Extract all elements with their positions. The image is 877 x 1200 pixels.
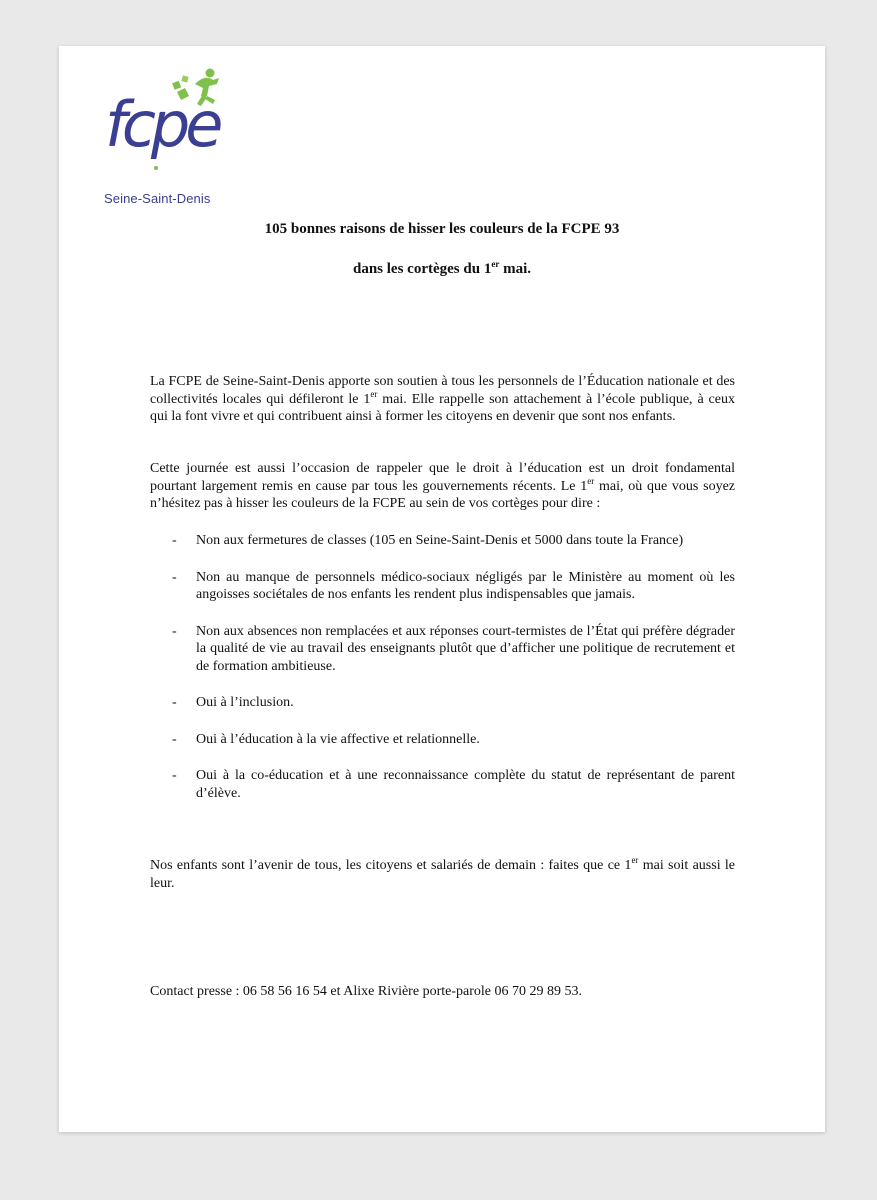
list-item-text: Oui à l’éducation à la vie affective et relationnelle. [196,731,480,747]
closing-text-before: Nos enfants sont l’avenir de tous, les citoyens et salariés de demain : faites que ce 1 [150,858,632,873]
document-title-line1: 105 bonnes raisons de hisser les couleurs de la FCPE 93 [264,221,620,237]
demands-list [150,532,735,802]
bullet-dash: - [172,569,177,585]
fcpe-logo [103,64,233,206]
context-paragraph [150,460,735,513]
list-item-text: Non aux fermetures de classes (105 en Seine-Saint-Denis et 5000 dans toute la France) [196,533,684,548]
list-item [150,694,735,712]
list-item-text: Oui à l’inclusion. [196,695,294,710]
list-item [150,532,735,550]
context-superscript: er [587,475,595,486]
context-text-after: mai, où que vous soyez n’hésitez pas à hisser les couleurs de la FCPE au sein de vos cortèges pour dire : [150,478,735,511]
intro-paragraph [150,373,735,426]
bullet-dash: - [172,623,177,639]
document-page [59,46,825,1132]
document-title-line2 [59,259,825,279]
fcpe-logo-graphic [103,64,233,194]
list-item-text: Oui à la co-éducation et à une reconnaissance complète du statut de représentant de parent d’élève. [196,768,735,801]
intro-superscript: er [370,388,378,399]
list-item [150,623,735,676]
title-line2-superscript: er [491,259,500,269]
title-line2-text: dans les cortèges du 1 [352,261,492,277]
closing-superscript: er [631,855,639,865]
list-item-text: Non aux absences non remplacées et aux réponses court-termistes de l’État qui préfère dégrader la qualité de vie au travail des enseignants plutôt que d’afficher une politique de recrutement et de formation ambitieuse. [196,623,735,674]
list-item [150,731,735,749]
press-contact: Contact presse : 06 58 56 16 54 et Alixe Rivière porte-parole 06 70 29 89 53. [150,984,582,999]
closing-text-after: mai soit aussi le leur. [150,858,736,891]
fcpe-wordmark: fcpe [105,88,219,161]
bullet-dash: - [172,731,177,747]
intro-text-before: La FCPE de Seine-Saint-Denis apporte son soutien à tous les personnels de l’Éducation nationale et des collectivités locales qui défileront le 1 [150,374,735,407]
bullet-dash: - [172,695,177,710]
list-item [150,767,735,802]
list-item [150,569,735,604]
bullet-dash: - [172,533,177,548]
logo-caption: Seine-Saint-Denis [104,191,211,206]
closing-paragraph [150,857,735,892]
title-line2-end: mai. [499,261,531,277]
list-item-text: Non au manque de personnels médico-sociaux négligés par le Ministère au moment où les angoisses sociétales de nos enfants les rendent plus indispensables que jamais. [196,569,735,602]
bullet-dash: - [172,768,177,783]
intro-text-after: mai. Elle rappelle son attachement à l’école publique, à ceux qui la font vivre et qui contribuent ainsi à former les citoyens en devenir que sont nos enfants. [150,391,735,424]
context-text-before: Cette journée est aussi l’occasion de rappeler que le droit à l’éducation est un droit fondamental pourtant largement remis en cause par tous les gouvernements récents. Le 1 [150,461,735,494]
